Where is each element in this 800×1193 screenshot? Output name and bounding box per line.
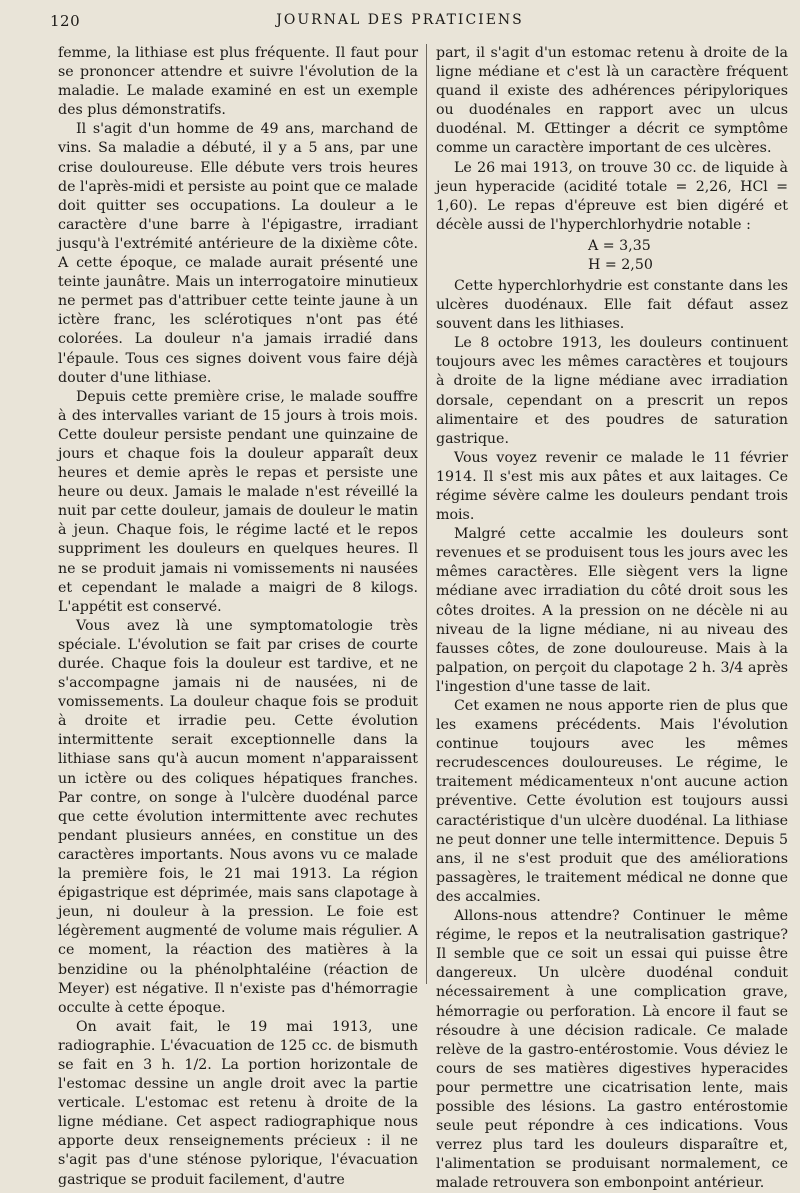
- paragraph: Malgré cette accalmie les douleurs sont revenues et se produisent tous les jours avec les mêmes caractères. Elle siègent vers la ligne médiane avec irradiation du côté droit sous les côtes droites. A la pression on ne décèle ni au niveau de la ligne médiane, ni au niveau des fausses côtes, de zone douloureuse. Mais à la palpation, on perçoit du clapotage 2 h. 3/4 après l'ingestion d'une tasse de lait.: [436, 526, 788, 695]
- paragraph: Cet examen ne nous apporte rien de plus que les examens précédents. Mais l'évolution continue toujours avec les mêmes recrudescences douloureuses. Le régime, le traitement médicamenteux n'ont aucune action préventive. Cette évolution est toujours aussi caractéristique d'un ulcère duodénal. La lithiase ne peut donner une telle intermittence. Depuis 5 ans, il ne s'est produit que des améliorations passagères, le traitement médical ne donne que des accalmies.: [436, 698, 788, 905]
- paragraph: Le 8 octobre 1913, les douleurs continuent toujours avec les mêmes caractères et toujours à droite de la ligne médiane avec irradiation dorsale, cependant on a prescrit un repos alimentaire et des poudres de saturation gastrique.: [436, 335, 788, 447]
- acidity-formula: [436, 237, 788, 275]
- paragraph: Allons-nous attendre? Continuer le même régime, le repos et la neutralisation gastrique? Il semble que ce soit un essai qui puisse être dangereux. Un ulcère duodénal conduit nécessairement à une complication grave, hémorragie ou perforation. Là encore il faut se résoudre à une décision radicale. Ce malade relève de la gastro-entérostomie. Vous déviez le cours de ses matières digestives hyperacides pour permettre une cicatrisation lente, mais possible des lésions. La gastro entérostomie seule peut répondre à ces indications. Vous verrez plus tard les douleurs disparaître et, l'alimentation se produisant normalement, ce malade retrouvera son embonpoint antérieur.: [436, 908, 788, 1192]
- paragraph: Vous avez là une symptomatologie très spéciale. L'évolution se fait par crises de courte durée. Chaque fois la douleur est tardive, et ne s'accompagne jamais ni de nausées, ni de vomissements. La douleur chaque fois se produit à droite et irradie peu. Cette évolution intermittente serait exceptionnelle dans la lithiase sans qu'à aucun moment n'apparaissent un ictère ou des coliques hépatiques franches. Par contre, on songe à l'ulcère duodénal parce que cette évolution intermittente avec rechutes pendant plusieurs années, en constitue un des caractères importants. Nous avons vu ce malade la première fois, le 21 mai 1913. La région épigastrique est déprimée, mais sans clapotage à jeun, ni douleur à la pression. Le foie est légèrement augmenté de volume mais régulier. A ce moment, la réaction des matières à la benzidine ou la phénolphtaléine (réaction de Meyer) est négative. Il n'existe pas d'hémorragie occulte à cette époque.: [58, 617, 418, 1016]
- right-column: [436, 44, 788, 1193]
- paragraph: Le 26 mai 1913, on trouve 30 cc. de liquide à jeun hyperacide (acidité totale = 2,26, HCl = 1,60). Le repas d'épreuve est bien digéré et décèle aussi de l'hyperchlorhydrie notable :: [436, 159, 788, 233]
- paragraph: On avait fait, le 19 mai 1913, une radiographie. L'évacuation de 125 cc. de bismuth se fait en 3 h. 1/2. La portion horizontale de l'estomac dessine un angle droit avec la partie verticale. L'estomac est retenu à droite de la ligne médiane. Cet aspect radiographique nous apporte deux renseignements précieux : il ne s'agit pas d'une sténose pylorique, l'évacuation gastrique se produit facilement, d'autre: [58, 1018, 418, 1188]
- formula-line-a: A = 3,35: [588, 237, 651, 254]
- paragraph: Vous voyez revenir ce malade le 11 février 1914. Il s'est mis aux pâtes et aux laitages. Ce régime sévère calme les douleurs pendant trois mois.: [436, 449, 788, 524]
- paragraph: Il s'agit d'un homme de 49 ans, marchand de vins. Sa maladie a débuté, il y a 5 ans, par une crise douloureuse. Elle débute vers trois heures de l'après-midi et persiste au point que ce malade doit quitter ses occupations. La douleur a le caractère d'une barre à l'épigastre, irradiant jusqu'à l'extrémité antérieure de la dixième côte. A cette époque, ce malade aurait présenté une teinte jaunâtre. Mais un interrogatoire minutieux ne permet pas d'attribuer cette teinte jaune à un ictère franc, les sclérotiques n'ont pas été colorées. La douleur n'a jamais irradié dans l'épaule. Tous ces signes doivent vous faire déjà douter d'une lithiase.: [58, 121, 418, 386]
- paragraph: Depuis cette première crise, le malade souffre à des intervalles variant de 15 jours à trois mois. Cette douleur persiste pendant une quinzaine de jours et chaque fois la douleur apparaît deux heures et demie après le repas et persiste une heure ou deux. Jamais le malade n'est réveillé la nuit par cette douleur, jamais de douleur le matin à jeun. Chaque fois, le régime lacté et le repos suppriment les douleurs en quelques heures. Il ne se produit jamais ni vomissements ni nausées et cependant le malade a maigri de 8 kilogs. L'appétit est conservé.: [58, 388, 418, 615]
- paragraph: Cette hyperchlorhydrie est constante dans les ulcères duodénaux. Elle fait défaut assez souvent dans les lithiases.: [436, 277, 788, 333]
- running-title: JOURNAL DES PRATICIENS: [276, 12, 524, 28]
- page-number: 120: [50, 12, 81, 30]
- paragraph: femme, la lithiase est plus fréquente. Il faut pour se prononcer attendre et suivre l'évolution de la maladie. Le malade examiné en est un exemple des plus démonstratifs.: [58, 45, 418, 119]
- page-header: [0, 6, 800, 36]
- column-divider: [426, 44, 427, 984]
- paragraph: part, il s'agit d'un estomac retenu à droite de la ligne médiane et c'est là un caractère fréquent quand il existe des adhérences péripyloriques ou duodénales en rapport avec un ulcus duodénal. M. Œttinger a décrit ce symptôme comme un caractère important de ces ulcères.: [436, 45, 788, 157]
- formula-line-h: H = 2,50: [588, 256, 653, 273]
- left-column: [58, 44, 418, 1190]
